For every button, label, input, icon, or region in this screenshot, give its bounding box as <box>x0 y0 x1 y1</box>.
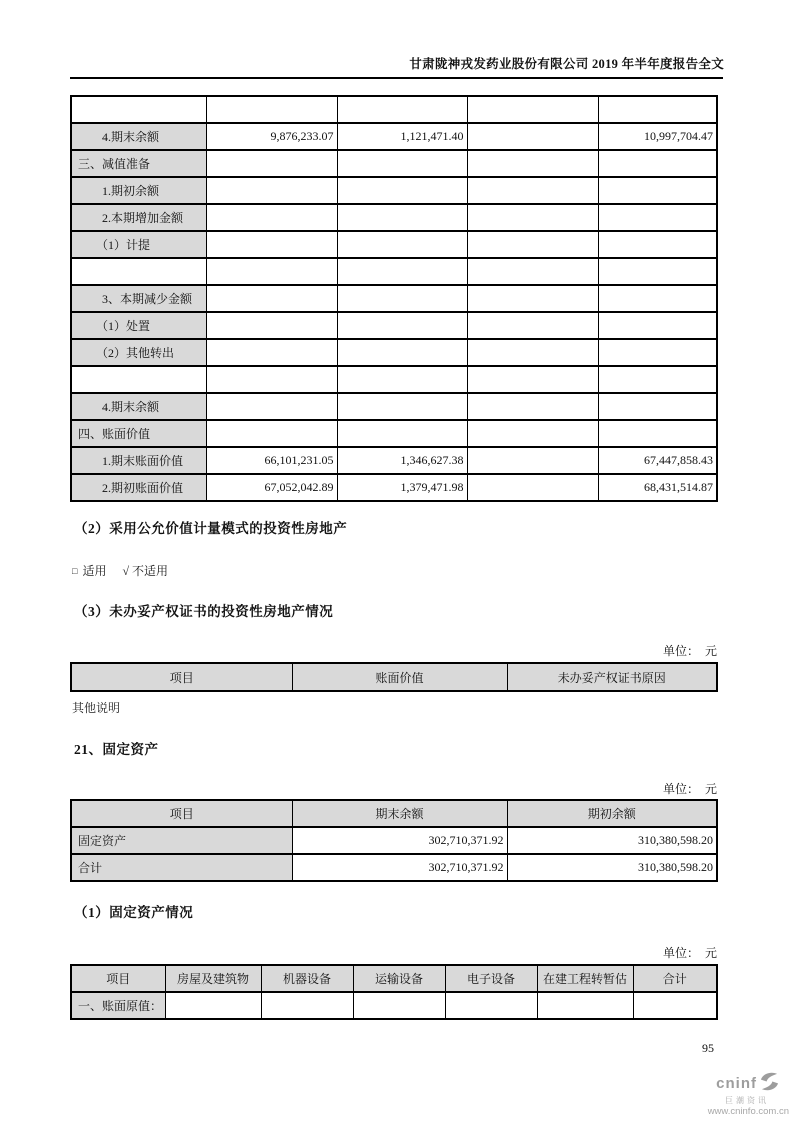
investment_property-row-13-cell-0: 66,101,231.05 <box>206 447 337 474</box>
fixed_assets_detail-row-0-cell-4 <box>537 992 633 1019</box>
cninfo-chinese-name: 巨潮资讯 <box>725 1095 769 1105</box>
fixed_assets_detail-header-3: 运输设备 <box>353 965 445 992</box>
investment_property-row-0 <box>71 96 717 123</box>
investment_property-row-4-cell-2 <box>467 204 598 231</box>
no_certificate-header-row <box>71 663 717 691</box>
investment_property-row-3-label: 1.期初余额 <box>71 177 206 204</box>
section-21-1-heading: （1）固定资产情况 <box>74 905 194 920</box>
cninfo-url: www.cninfo.com.cn <box>707 1106 789 1118</box>
investment_property-row-13-label: 1.期末账面价值 <box>71 447 206 474</box>
investment_property-row-9-label: （2）其他转出 <box>71 339 206 366</box>
investment_property-row-9-cell-0 <box>206 339 337 366</box>
investment_property-row-5-cell-0 <box>206 231 337 258</box>
unit-label-2: 单位： 元 <box>662 782 717 796</box>
investment_property-row-14-label: 2.期初账面价值 <box>71 474 206 501</box>
fixed_assets_detail-header-5: 在建工程转暂估 <box>537 965 633 992</box>
investment_property-row-3 <box>71 177 717 204</box>
investment_property-row-4-label: 2.本期增加金额 <box>71 204 206 231</box>
investment_property-row-0-cell-3 <box>598 96 717 123</box>
investment_property-row-11-cell-0 <box>206 393 337 420</box>
investment_property-row-4-cell-3 <box>598 204 717 231</box>
investment_property-row-10-cell-3 <box>598 366 717 393</box>
investment_property-row-11-label: 4.期末余额 <box>71 393 206 420</box>
investment_property-row-5 <box>71 231 717 258</box>
other-note-label: 其他说明 <box>72 701 121 715</box>
not-apply-label: 不适用 <box>132 564 169 578</box>
fixed_assets-row-1-label: 合计 <box>71 854 292 881</box>
investment_property-row-1-cell-3: 10,997,704.47 <box>598 123 717 150</box>
investment_property-row-1 <box>71 123 717 150</box>
investment_property-row-12-label: 四、账面价值 <box>71 420 206 447</box>
investment_property-row-8-label: （1）处置 <box>71 312 206 339</box>
unit-label-3: 单位： 元 <box>662 946 717 960</box>
investment_property-row-3-cell-2 <box>467 177 598 204</box>
apply-label: 适用 <box>82 564 107 578</box>
investment-property-table <box>70 95 718 502</box>
fixed_assets_detail-header-0: 项目 <box>71 965 165 992</box>
section-2-heading: （2）采用公允价值计量模式的投资性房地产 <box>74 521 348 536</box>
investment_property-row-12-cell-3 <box>598 420 717 447</box>
investment_property-row-5-cell-3 <box>598 231 717 258</box>
investment_property-row-0-label <box>71 96 206 123</box>
fixed_assets_detail-row-0-cell-2 <box>353 992 445 1019</box>
fixed_assets-header-2: 期初余额 <box>507 800 717 827</box>
fixed_assets-row-0-label: 固定资产 <box>71 827 292 854</box>
investment_property-row-14 <box>71 474 717 501</box>
applicability-line <box>72 562 168 579</box>
fixed_assets-row-0-cell-1: 310,380,598.20 <box>507 827 717 854</box>
investment_property-row-0-cell-0 <box>206 96 337 123</box>
header-divider <box>70 77 723 79</box>
investment_property-row-7 <box>71 285 717 312</box>
section-21-heading: 21、固定资产 <box>74 742 159 757</box>
investment_property-row-9-cell-3 <box>598 339 717 366</box>
checkbox-unchecked-icon: □ <box>72 565 78 576</box>
fixed_assets_detail-header-2: 机器设备 <box>261 965 353 992</box>
investment_property-row-6-cell-0 <box>206 258 337 285</box>
investment_property-row-11-cell-3 <box>598 393 717 420</box>
investment_property-row-5-cell-2 <box>467 231 598 258</box>
investment_property-row-14-cell-3: 68,431,514.87 <box>598 474 717 501</box>
investment_property-row-12-cell-2 <box>467 420 598 447</box>
investment_property-row-5-cell-1 <box>337 231 467 258</box>
fixed_assets_detail-row-0-cell-3 <box>445 992 537 1019</box>
investment_property-row-1-cell-1: 1,121,471.40 <box>337 123 467 150</box>
fixed-assets-summary-table <box>70 799 718 882</box>
fixed_assets_detail-header-6: 合计 <box>633 965 717 992</box>
investment_property-row-14-cell-2 <box>467 474 598 501</box>
cninfo-logo <box>680 1072 790 1118</box>
investment_property-row-11-cell-2 <box>467 393 598 420</box>
fixed_assets_detail-row-0-cell-5 <box>633 992 717 1019</box>
investment_property-row-4 <box>71 204 717 231</box>
investment_property-row-2-label: 三、减值准备 <box>71 150 206 177</box>
investment_property-row-9-cell-1 <box>337 339 467 366</box>
investment_property-row-10-label <box>71 366 206 393</box>
investment_property-row-12-cell-0 <box>206 420 337 447</box>
investment_property-row-12 <box>71 420 717 447</box>
investment_property-row-0-cell-2 <box>467 96 598 123</box>
investment_property-row-8 <box>71 312 717 339</box>
investment_property-row-14-cell-1: 1,379,471.98 <box>337 474 467 501</box>
no_certificate-header-1: 账面价值 <box>292 663 507 691</box>
investment_property-row-9 <box>71 339 717 366</box>
investment_property-row-2-cell-1 <box>337 150 467 177</box>
fixed_assets-row-0 <box>71 827 717 854</box>
fixed_assets_detail-row-0-cell-0 <box>165 992 261 1019</box>
investment_property-row-11-cell-1 <box>337 393 467 420</box>
investment_property-row-0-cell-1 <box>337 96 467 123</box>
investment_property-row-3-cell-3 <box>598 177 717 204</box>
investment_property-row-7-cell-1 <box>337 285 467 312</box>
fixed_assets-header-row <box>71 800 717 827</box>
unregistered-property-table <box>70 662 718 692</box>
investment_property-row-3-cell-1 <box>337 177 467 204</box>
investment_property-row-10 <box>71 366 717 393</box>
investment_property-row-2-cell-0 <box>206 150 337 177</box>
investment_property-row-2 <box>71 150 717 177</box>
fixed_assets_detail-row-0 <box>71 992 717 1019</box>
investment_property-row-10-cell-0 <box>206 366 337 393</box>
fixed_assets_detail-header-1: 房屋及建筑物 <box>165 965 261 992</box>
investment_property-row-2-cell-3 <box>598 150 717 177</box>
investment_property-row-6-cell-1 <box>337 258 467 285</box>
investment_property-row-7-cell-2 <box>467 285 598 312</box>
investment_property-row-1-cell-2 <box>467 123 598 150</box>
investment_property-row-1-label: 4.期末余额 <box>71 123 206 150</box>
investment_property-row-7-cell-3 <box>598 285 717 312</box>
fixed_assets-row-1 <box>71 854 717 881</box>
investment_property-row-6-cell-3 <box>598 258 717 285</box>
investment_property-row-8-cell-0 <box>206 312 337 339</box>
investment_property-row-9-cell-2 <box>467 339 598 366</box>
investment_property-row-1-cell-0: 9,876,233.07 <box>206 123 337 150</box>
investment_property-row-13-cell-2 <box>467 447 598 474</box>
fixed_assets_detail-header-4: 电子设备 <box>445 965 537 992</box>
no_certificate-header-2: 未办妥产权证书原因 <box>507 663 717 691</box>
investment_property-row-3-cell-0 <box>206 177 337 204</box>
investment_property-row-14-cell-0: 67,052,042.89 <box>206 474 337 501</box>
fixed_assets-row-0-cell-0: 302,710,371.92 <box>292 827 507 854</box>
fixed_assets-header-0: 项目 <box>71 800 292 827</box>
page-header-title: 甘肃陇神戎发药业股份有限公司 2019 年半年度报告全文 <box>409 57 724 71</box>
page-number: 95 <box>702 1041 714 1055</box>
investment_property-row-11 <box>71 393 717 420</box>
investment_property-row-8-cell-2 <box>467 312 598 339</box>
unit-label-1: 单位： 元 <box>662 644 717 658</box>
investment_property-row-2-cell-2 <box>467 150 598 177</box>
check-mark-icon: √ <box>122 564 130 578</box>
investment_property-row-13-cell-1: 1,346,627.38 <box>337 447 467 474</box>
investment_property-row-6 <box>71 258 717 285</box>
fixed_assets_detail-row-0-cell-1 <box>261 992 353 1019</box>
investment_property-row-12-cell-1 <box>337 420 467 447</box>
fixed_assets-row-1-cell-1: 310,380,598.20 <box>507 854 717 881</box>
investment_property-row-10-cell-1 <box>337 366 467 393</box>
investment_property-row-4-cell-0 <box>206 204 337 231</box>
fixed_assets_detail-row-0-label: 一、账面原值： <box>71 992 165 1019</box>
investment_property-row-7-cell-0 <box>206 285 337 312</box>
investment_property-row-6-cell-2 <box>467 258 598 285</box>
fixed_assets_detail-header-row <box>71 965 717 992</box>
investment_property-row-8-cell-3 <box>598 312 717 339</box>
investment_property-row-7-label: 3、本期减少金额 <box>71 285 206 312</box>
investment_property-row-13-cell-3: 67,447,858.43 <box>598 447 717 474</box>
investment_property-row-10-cell-2 <box>467 366 598 393</box>
fixed_assets-row-1-cell-0: 302,710,371.92 <box>292 854 507 881</box>
fixed_assets-header-1: 期末余额 <box>292 800 507 827</box>
no_certificate-header-0: 项目 <box>71 663 292 691</box>
investment_property-row-13 <box>71 447 717 474</box>
cninfo-brand-text: cninf <box>716 1074 757 1092</box>
investment_property-row-4-cell-1 <box>337 204 467 231</box>
investment_property-row-6-label <box>71 258 206 285</box>
section-3-heading: （3）未办妥产权证书的投资性房地产情况 <box>74 604 334 619</box>
investment_property-row-5-label: （1）计提 <box>71 231 206 258</box>
cninfo-swirl-icon <box>759 1072 780 1096</box>
fixed-assets-detail-table <box>70 964 718 1020</box>
investment_property-row-8-cell-1 <box>337 312 467 339</box>
